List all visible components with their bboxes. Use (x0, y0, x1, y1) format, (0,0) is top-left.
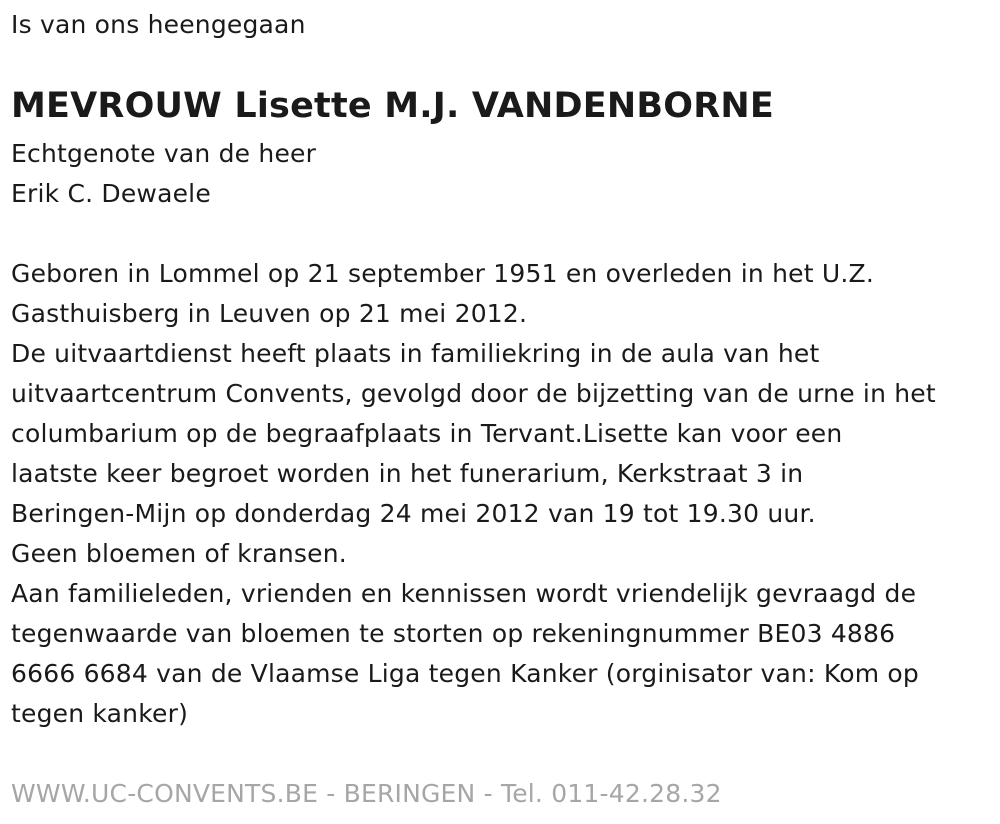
body-line: tegen kanker) (11, 699, 189, 728)
body-line: Geboren in Lommel op 21 september 1951 en overleden in het U.Z. (11, 259, 874, 288)
body-line: laatste keer begroet worden in het funerarium, Kerkstraat 3 in (11, 459, 804, 488)
intro-text: Is van ons heengegaan (11, 10, 306, 39)
body-line: Aan familieleden, vrienden en kennissen wordt vriendelijk gevraagd de (11, 579, 917, 608)
body-line: 6666 6684 van de Vlaamse Liga tegen Kanker (orginisator van: Kom op (11, 659, 919, 688)
deceased-name: MEVROUW Lisette M.J. VANDENBORNE (11, 86, 774, 126)
spouse-line: Echtgenote van de heer (11, 139, 317, 168)
spouse-line: Erik C. Dewaele (11, 179, 211, 208)
body-line: Geen bloemen of kransen. (11, 539, 347, 568)
body-line: Gasthuisberg in Leuven op 21 mei 2012. (11, 299, 528, 328)
body-line: De uitvaartdienst heeft plaats in familiekring in de aula van het (11, 339, 820, 368)
body-line: columbarium op de begraafplaats in Tervant.Lisette kan voor een (11, 419, 843, 448)
body-line: uitvaartcentrum Convents, gevolgd door de bijzetting van de urne in het (11, 379, 936, 408)
notice-body (11, 254, 996, 734)
footer-contact: WWW.UC-CONVENTS.BE - BERINGEN - Tel. 011-42.28.32 (11, 779, 722, 808)
body-line: Beringen-Mijn op donderdag 24 mei 2012 van 19 tot 19.30 uur. (11, 499, 816, 528)
spouse-info (11, 134, 316, 214)
body-line: tegenwaarde van bloemen te storten op rekeningnummer BE03 4886 (11, 619, 896, 648)
